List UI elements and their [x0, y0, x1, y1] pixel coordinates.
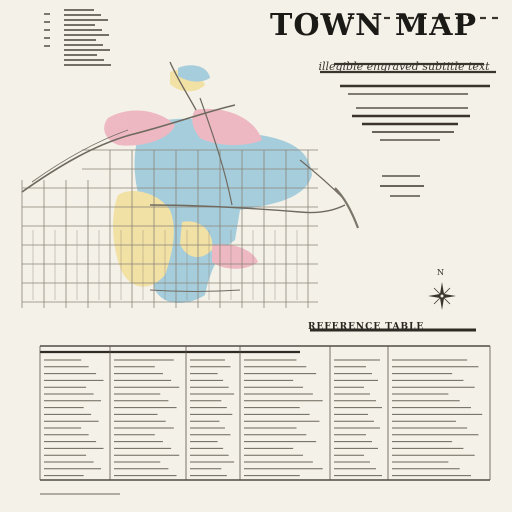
table-heading: REFERENCE TABLE [308, 322, 425, 332]
legend-block [44, 10, 111, 65]
title-block [268, 8, 504, 158]
compass-label: N [437, 268, 444, 277]
zone-pink [212, 244, 258, 269]
compass-rose-icon [428, 282, 456, 310]
table-block [36, 322, 492, 482]
page-title: TOWN MAP [270, 8, 478, 43]
page-subtitle: illegible engraved subtitle text [318, 60, 490, 73]
